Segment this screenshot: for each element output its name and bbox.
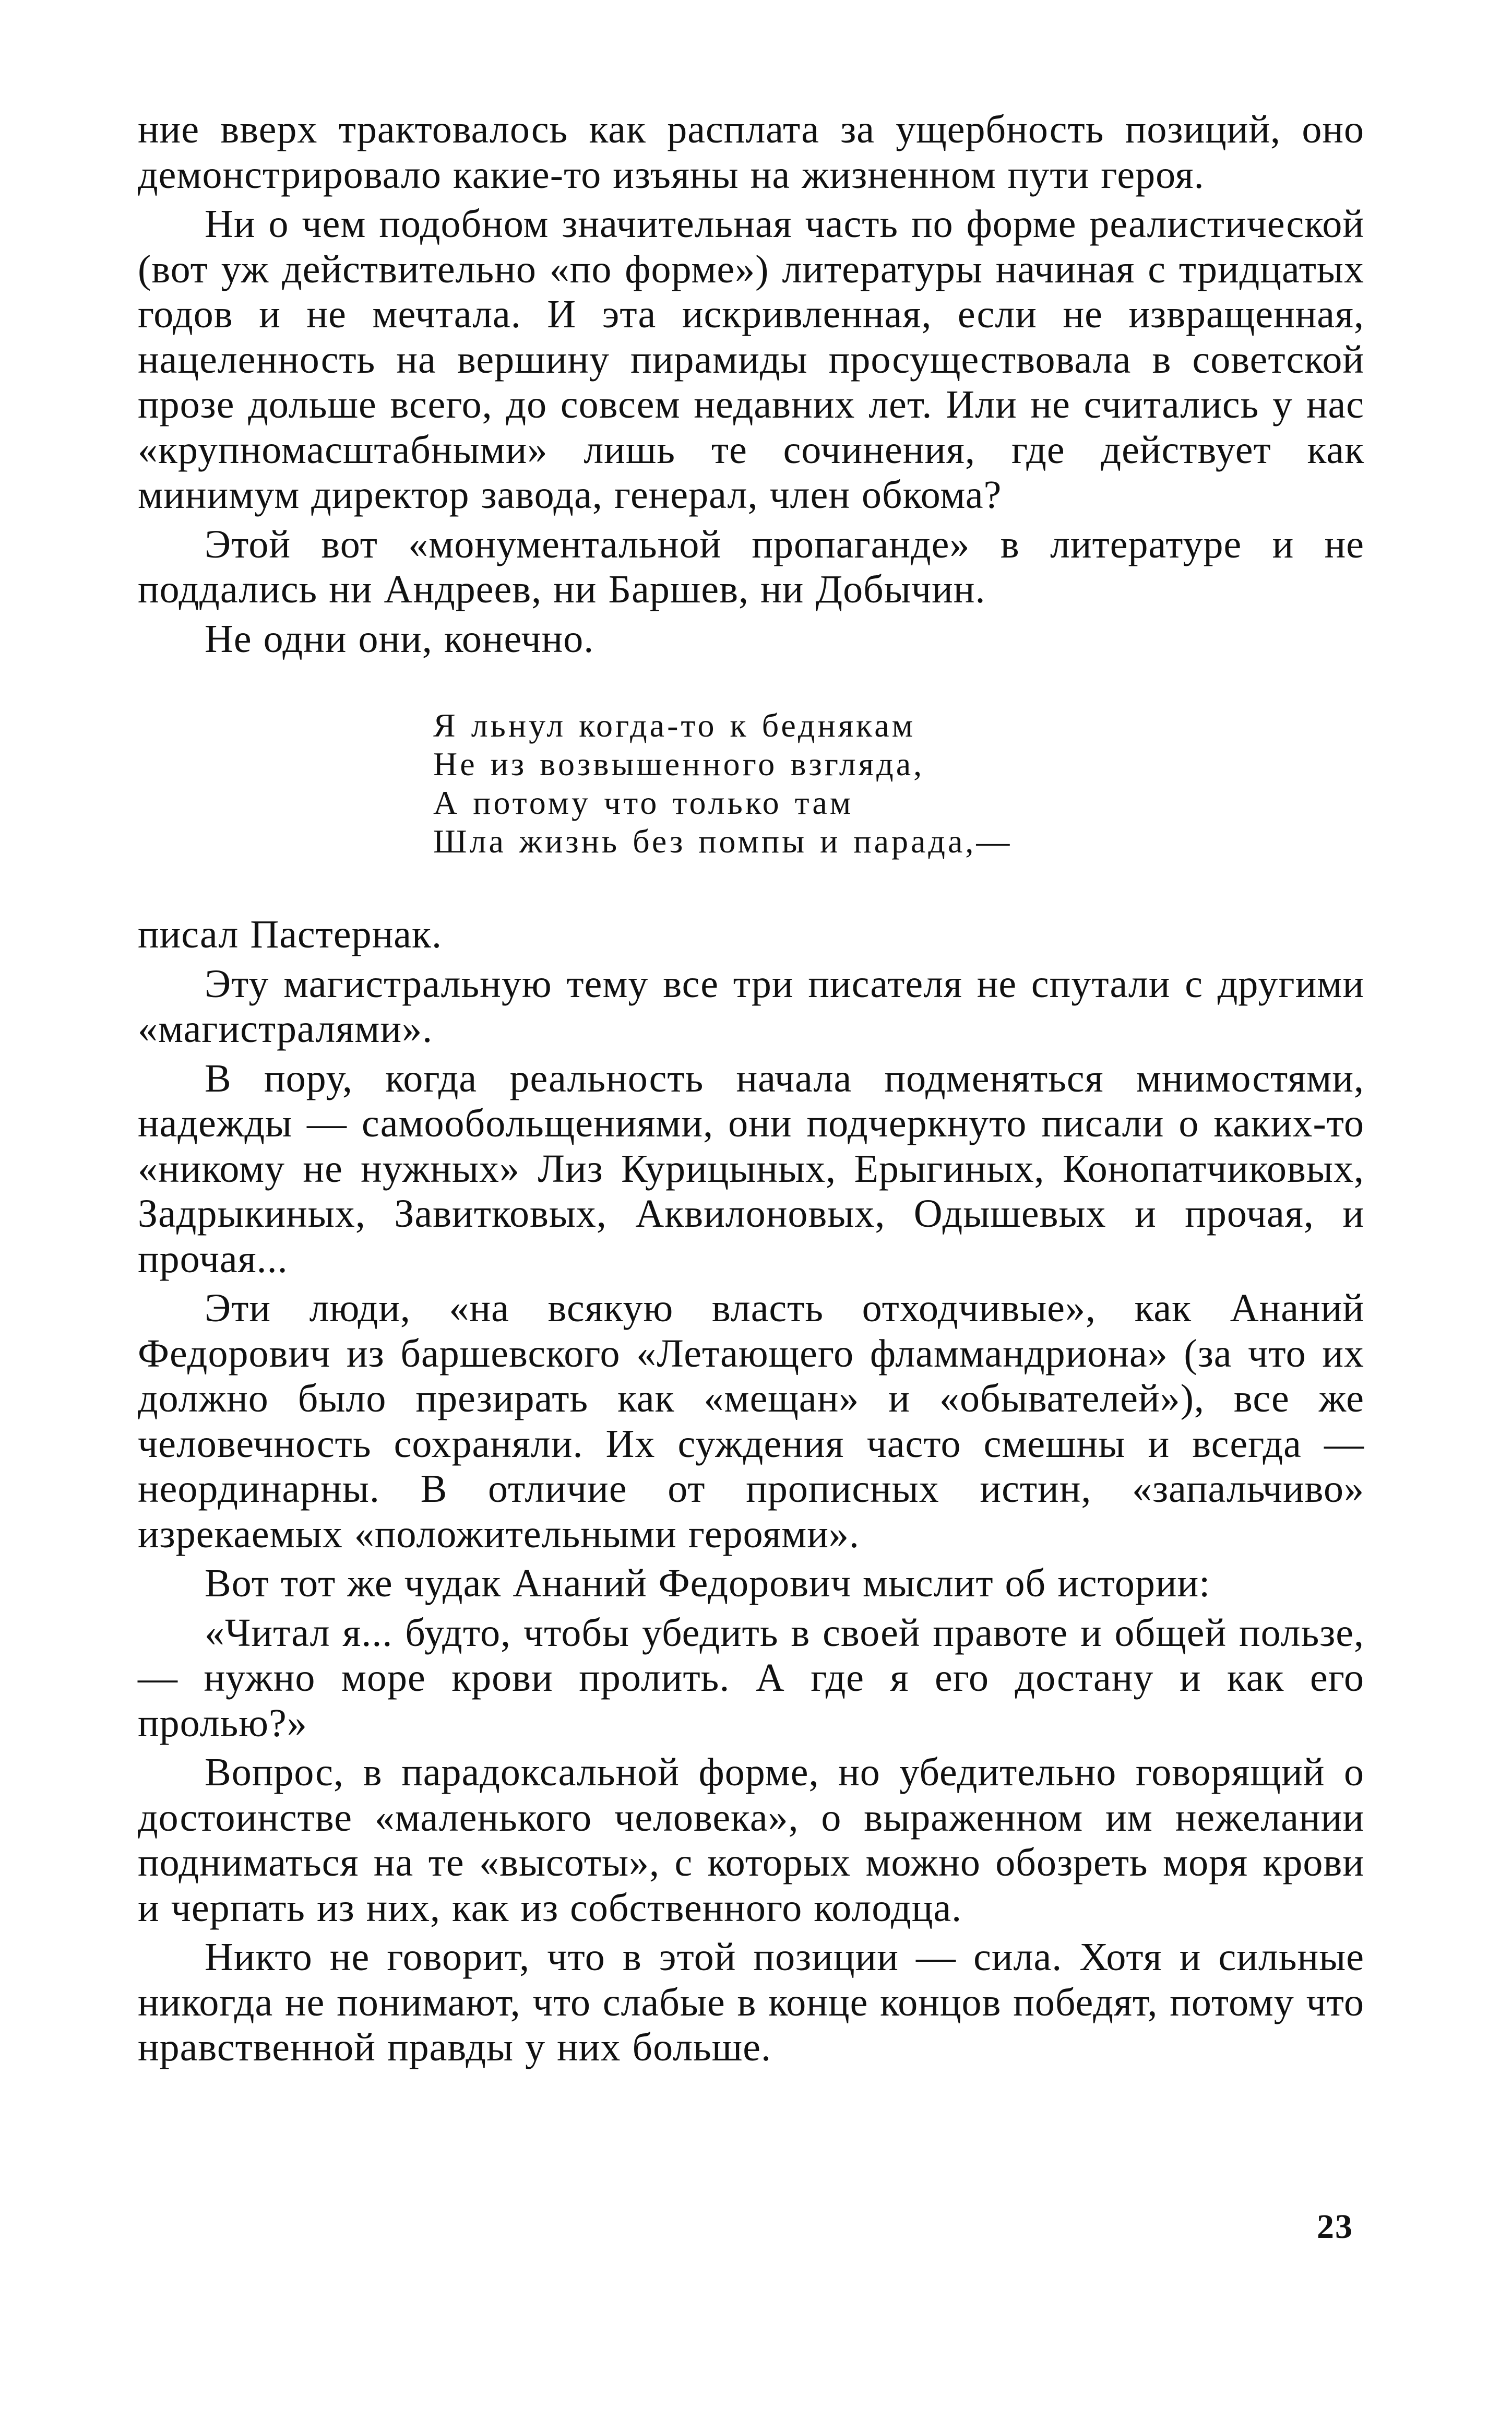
paragraph: Ни о чем подобном значительная часть по форме реалистической (вот уж действительно «по форме») литературы начиная с тридцатых годов и не мечтала. И эта искривленная, если не извращенная, нацеленность на вершину пирамиды просуществовала в советской прозе дольше всего, до совсем недавних лет. Или не считались у нас «крупномасштабными» лишь те сочинения, где действует как минимум директор завода, генерал, член обкома? [138,202,1364,517]
paragraph: Никто не говорит, что в этой позиции — сила. Хотя и сильные никогда не понимают, что слабые в конце концов победят, потому что нравственной правды у них больше. [138,1935,1364,2069]
poem-line: Не из возвышенного взгляда, [433,745,925,783]
paragraph: Эту магистральную тему все три писателя не спутали с другими «магистралями». [138,962,1364,1051]
poem-line: Я льнул когда-то к беднякам [433,707,916,744]
paragraph: Этой вот «монументальной пропаганде» в литературе и не поддались ни Андреев, ни Баршев, ни Добычин. [138,522,1364,611]
paragraph: Эти люди, «на всякую власть отходчивые», как Ананий Федорович из баршевского «Летающего фламмандриона» (за что их должно было презирать как «мещан» и «обывателей»), все же человечность сохраняли. Их суждения часто смешны и всегда — неординарны. В отличие от прописных истин, «запальчиво» изрекаемых «положительными героями». [138,1286,1364,1556]
poem-line: А потому что только там [433,784,854,821]
paragraph: Не одни они, конечно. [205,617,594,661]
paragraph: Вопрос, в парадоксальной форме, но убедительно говорящий о достоинстве «маленького человека», о выраженном им нежелании подниматься на те «высоты», с которых можно обозреть моря крови и черпать из них, как из собственного колодца. [138,1750,1364,1930]
paragraph: В пору, когда реальность начала подменяться мнимостями, надежды — самообольщениями, они подчеркнуто писали о каких-то «никому не нужных» Лиз Курицыных, Ерыгиных, Конопатчиковых, Задрыкиных, Завитковых, Аквилоновых, Одышевых и прочая, и прочая... [138,1056,1364,1281]
paragraph-poem-attribution: писал Пастернак. [138,912,442,956]
paragraph-quote: «Читал я... будто, чтобы убедить в своей правоте и общей пользе,— нужно море крови пролить. А где я его достану и как его пролью?» [138,1610,1364,1745]
page-number: 23 [1317,2208,1353,2246]
paragraph: Вот тот же чудак Ананий Федорович мыслит об истории: [205,1561,1211,1605]
text-column [138,107,1364,2070]
paragraph-continuation: ние вверх трактовалось как расплата за ущербность позиций, оно демонстрировало какие-то изъяны на жизненном пути героя. [138,108,1364,197]
poem-quote [433,706,1364,861]
poem-line: Шла жизнь без помпы и парада,— [433,823,1013,860]
